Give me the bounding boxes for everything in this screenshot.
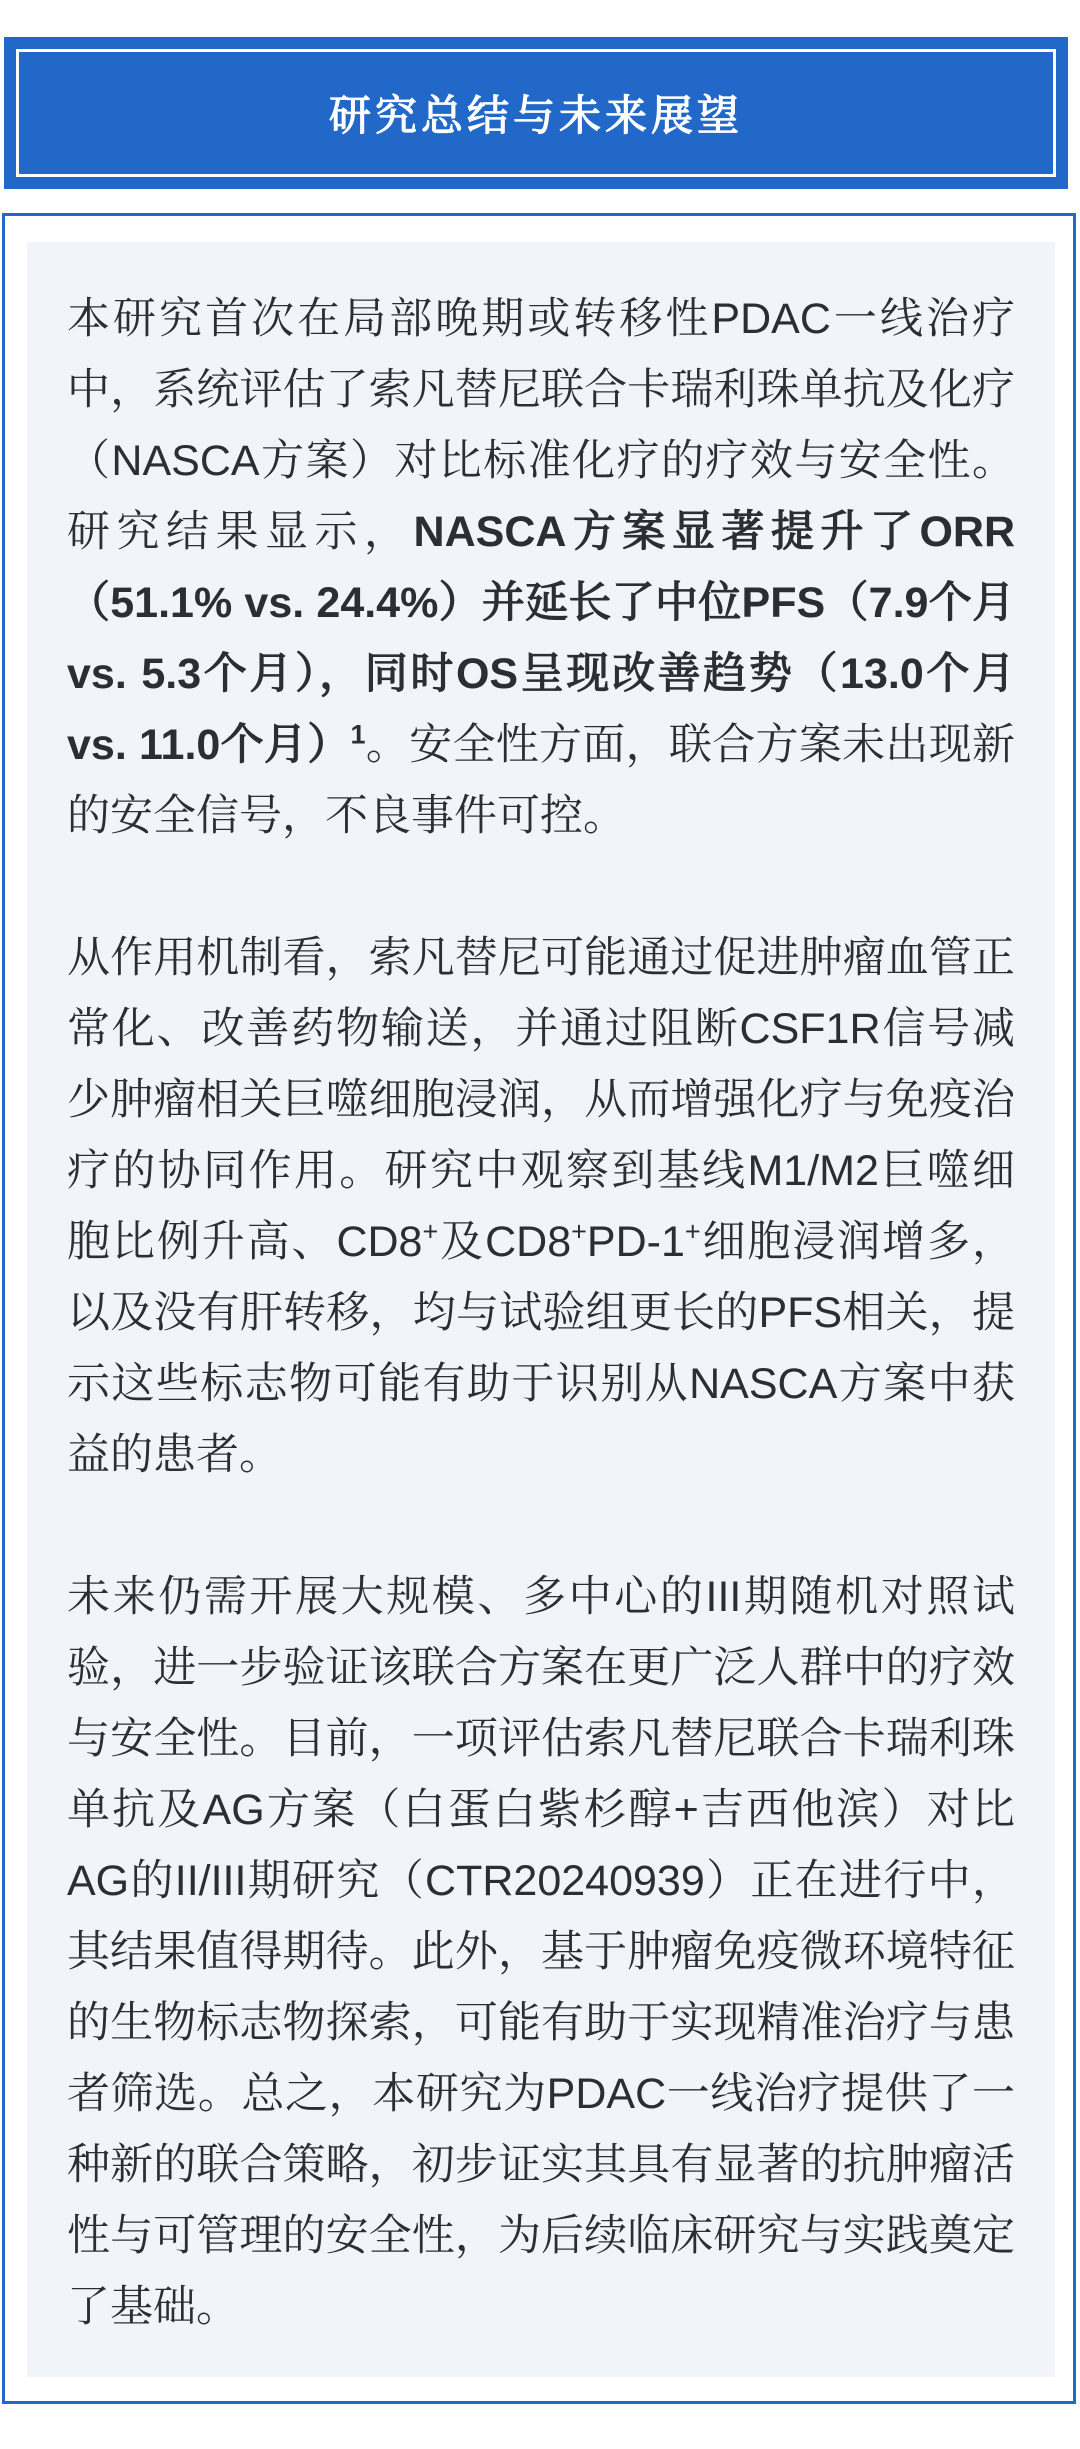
paragraph-future-outlook: 未来仍需开展大规模、多中心的III期随机对照试验，进一步验证该联合方案在更广泛人群中的疗效与安全性。目前，一项评估索凡替尼联合卡瑞利珠单抗及AG方案（白蛋白紫杉醇+吉西他滨）对比AG的II/III期研究（CTR20240939）正在进行中，其结果值得期待。此外，基于肿瘤免疫微环境特征的生物标志物探索，可能有助于实现精准治疗与患者筛选。总之，本研究为PDAC一线治疗提供了一种新的联合策略，初步证实其具有显著的抗肿瘤活性与可管理的安全性，为后续临床研究与实践奠定了基础。 (67, 1573, 1015, 2331)
section-title: 研究总结与未来展望 (328, 92, 743, 139)
section-header-banner (4, 37, 1068, 189)
paragraph-mechanism-biomarkers: 从作用机制看，索凡替尼可能通过促进肿瘤血管正常化、改善药物输送，并通过阻断CSF1R信号减少肿瘤相关巨噬细胞浸润，从而增强化疗与免疫治疗的协同作用。研究中观察到基线M1/M2巨噬细胞比例升高、CD8+及CD8+PD-1+细胞浸润增多，以及没有肝转移，均与试验组更长的PFS相关，提示这些标志物可能有助于识别从NASCA方案中获益的患者。 (67, 934, 1015, 1479)
summary-card (2, 213, 1076, 2404)
summary-panel (27, 242, 1055, 2377)
paragraph-study-results: 本研究首次在局部晚期或转移性PDAC一线治疗中，系统评估了索凡替尼联合卡瑞利珠单抗及化疗（NASCA方案）对比标准化疗的疗效与安全性。研究结果显示，NASCA方案显著提升了ORR（51.1% vs. 24.4%）并延长了中位PFS（7.9个月 vs. 5.3个月），同时OS呈现改善趋势（13.0个月 vs. 11.0个月）$^1$。安全性方面，联合方案未出现新的安全信号，不良事件可控。 (67, 295, 1016, 840)
section-header-border-frame (16, 49, 1056, 177)
